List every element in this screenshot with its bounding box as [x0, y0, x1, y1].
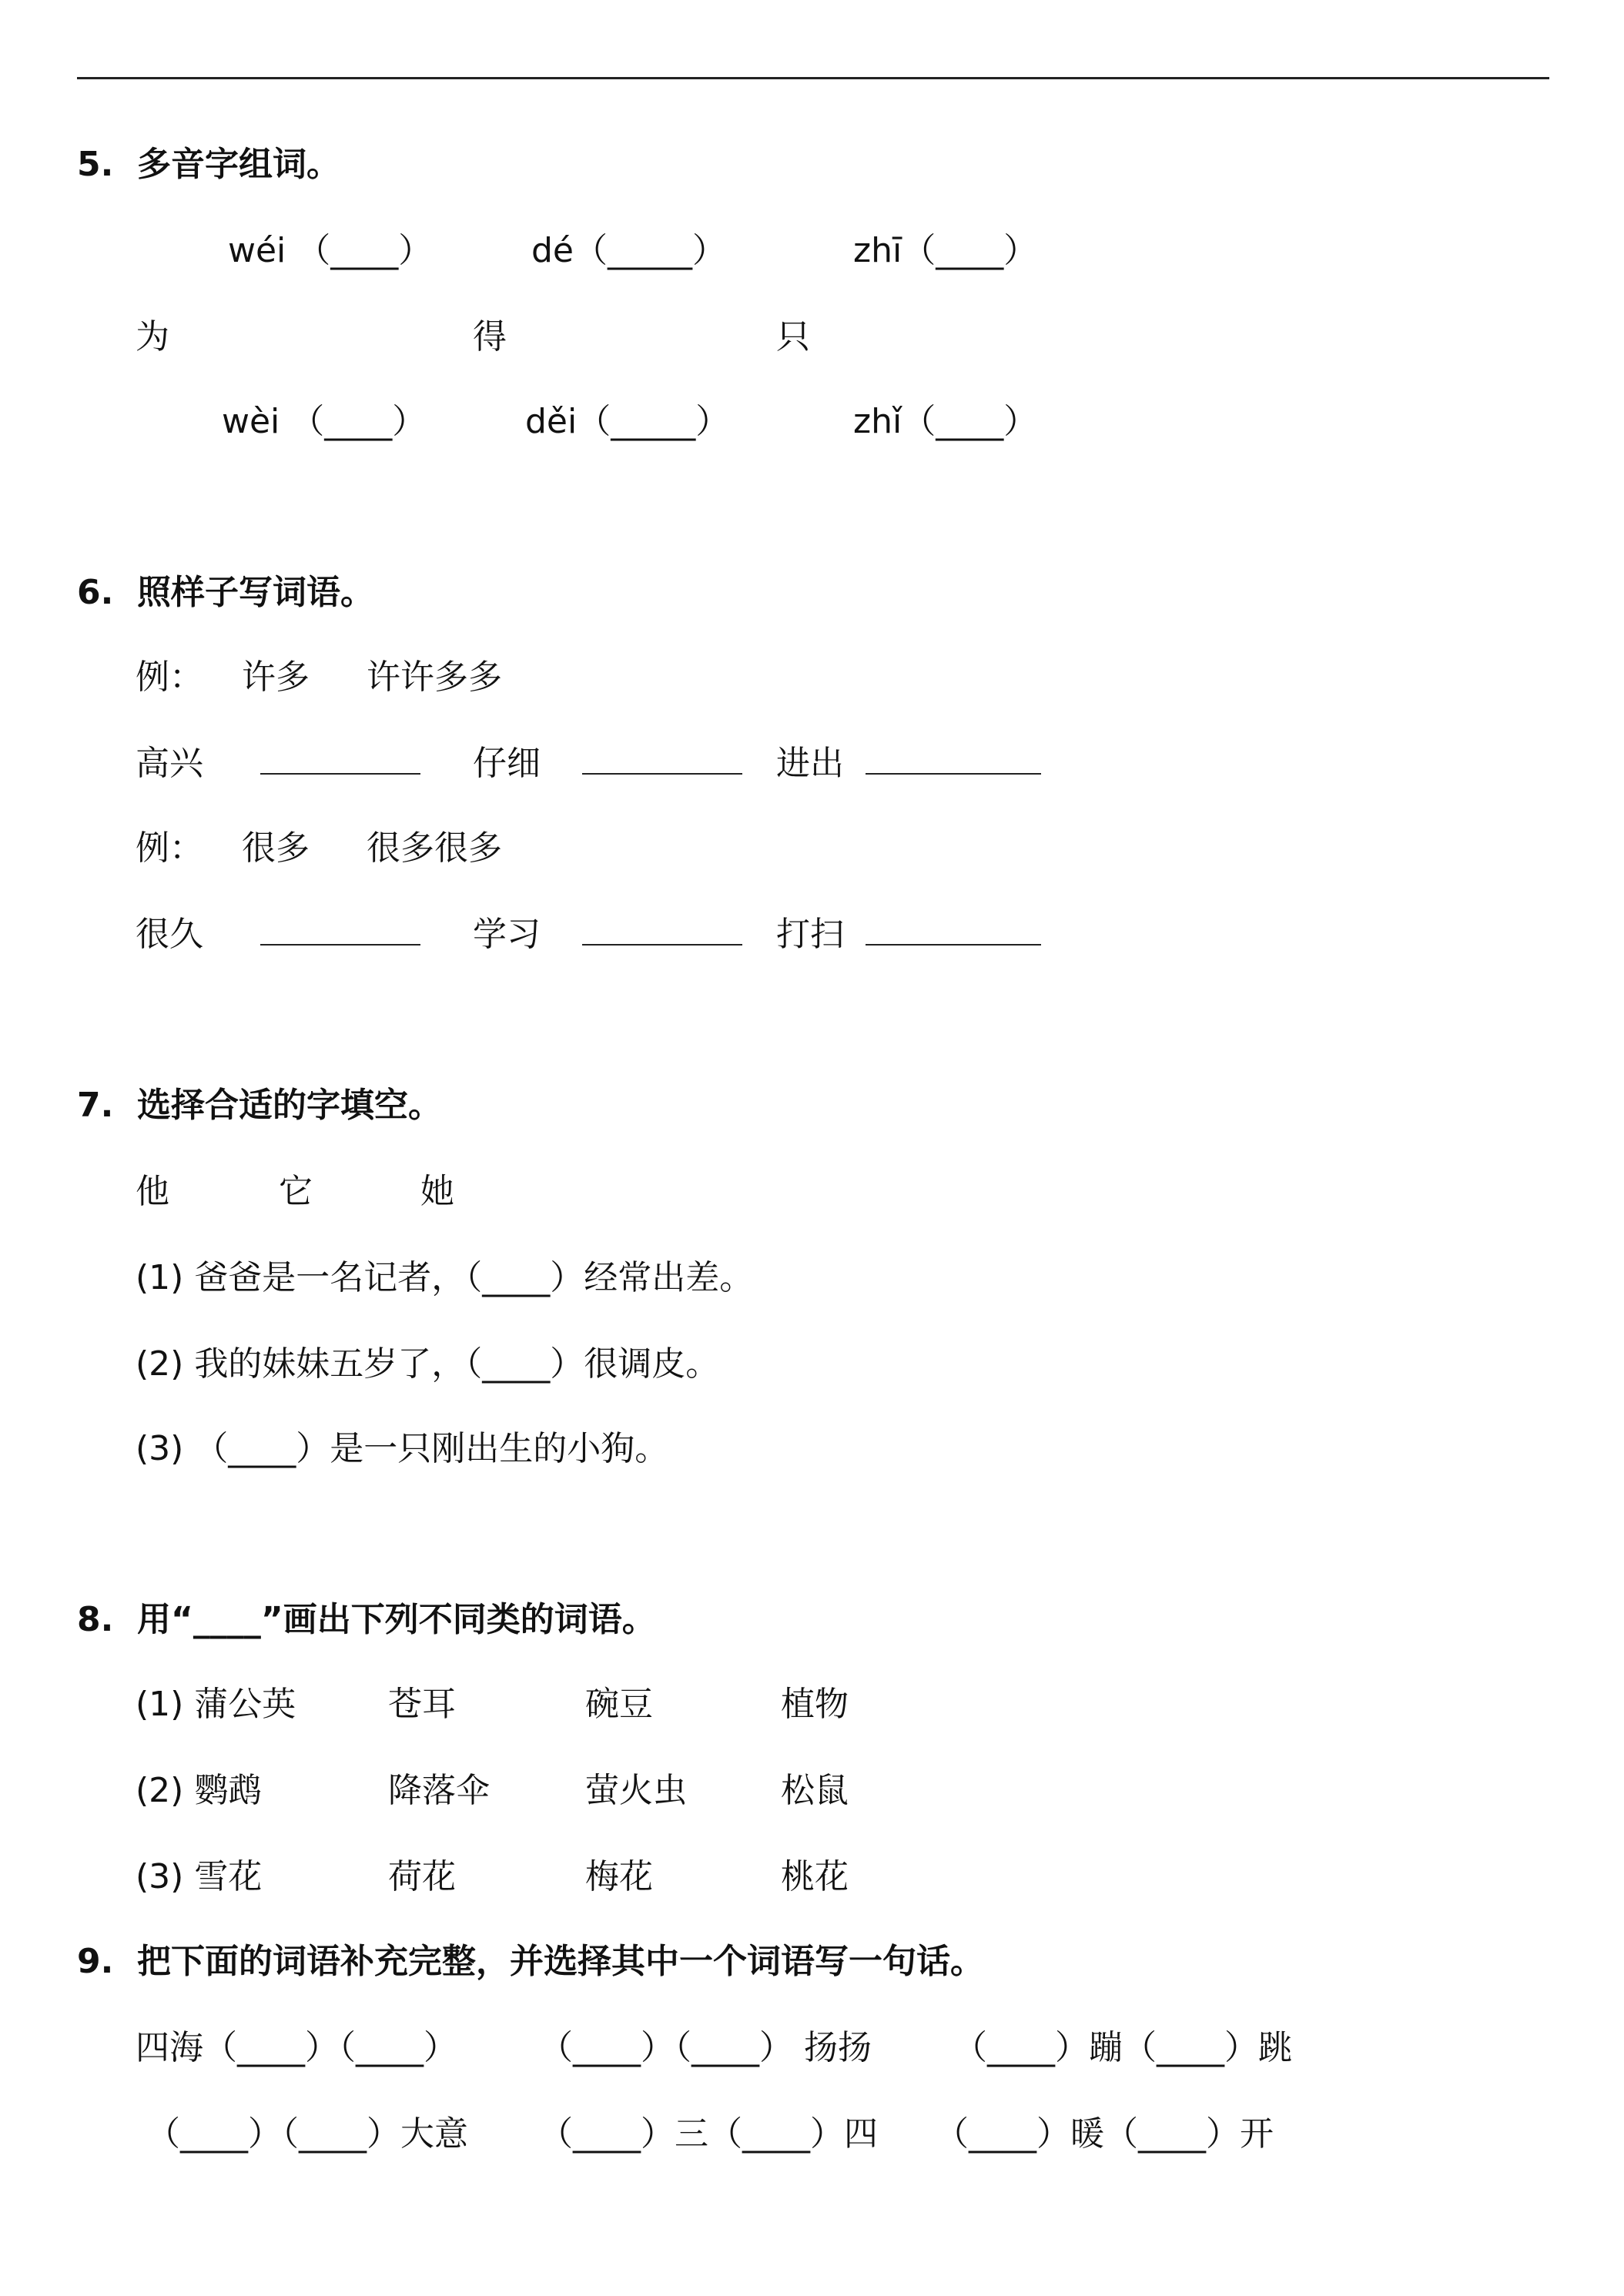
q5-bottom-2: děi（_____） — [525, 402, 730, 441]
q9-row1-item-3: （____）蹦（____）跳 — [953, 2028, 1292, 2067]
q5-top-2: dé（_____） — [531, 231, 726, 270]
q9-row1-item-1: 四海（____）（____） — [136, 2028, 457, 2067]
q6-word-4: 很久 — [136, 915, 203, 954]
q5-char-3: 只 — [776, 317, 810, 356]
q7-option-2: 它 — [279, 1172, 313, 1211]
q6-blank-6[interactable] — [866, 912, 1041, 958]
q6-example-word-1: 许多 — [242, 658, 310, 697]
q8-row2-word-2: 降落伞 — [388, 1771, 490, 1810]
q8-row3-word-4: 桃花 — [781, 1857, 849, 1896]
q5-top-1: wéi （____） — [228, 231, 433, 270]
q8-heading: 8. 用“____”画出下列不同类的词语。 — [77, 1600, 656, 1639]
q6-example-label-1: 例： — [136, 658, 203, 697]
q9-heading: 9. 把下面的词语补充完整，并选择其中一个词语写一句话。 — [77, 1942, 984, 1981]
q5-char-2: 得 — [473, 317, 507, 356]
q6-blank-4[interactable] — [260, 912, 420, 958]
header-rule — [77, 77, 1549, 79]
q8-row1-word-4: 植物 — [781, 1685, 849, 1724]
q5-heading: 5. 多音字组词。 — [77, 145, 340, 184]
q8-row3-word-1: (3) 雪花 — [136, 1857, 263, 1896]
q6-blank-2[interactable] — [582, 741, 742, 787]
q8-row1-word-1: (1) 蒲公英 — [136, 1685, 296, 1724]
q6-example-answer-2: 很多很多 — [367, 828, 502, 868]
q6-example-label-2: 例： — [136, 828, 203, 868]
q7-heading: 7. 选择合适的字填空。 — [77, 1086, 442, 1125]
q9-row1-item-2: （____）（____） 扬扬 — [539, 2028, 872, 2067]
q6-word-1: 高兴 — [136, 744, 203, 783]
q5-char-1: 为 — [136, 317, 169, 356]
q6-blank-5[interactable] — [582, 912, 742, 958]
q6-example-answer-1: 许许多多 — [367, 658, 502, 697]
q9-row2-item-1: （____）（____）大意 — [146, 2114, 468, 2154]
q6-word-2: 仔细 — [473, 744, 541, 783]
q6-example-word-2: 很多 — [242, 828, 310, 868]
q8-row3-word-2: 荷花 — [388, 1857, 456, 1896]
q8-row1-word-3: 碗豆 — [585, 1685, 653, 1724]
q5-bottom-3: zhǐ（____） — [853, 402, 1038, 441]
q7-option-1: 他 — [136, 1172, 169, 1211]
q6-word-3: 进出 — [776, 744, 844, 783]
q7-item-2: (2) 我的妹妹五岁了，（____）很调皮。 — [136, 1344, 720, 1384]
q8-row3-word-3: 梅花 — [585, 1857, 653, 1896]
q6-blank-3[interactable] — [866, 741, 1041, 787]
q7-option-3: 她 — [420, 1172, 454, 1211]
q6-word-5: 学习 — [473, 915, 541, 954]
q7-item-1: (1) 爸爸是一名记者，（____）经常出差。 — [136, 1258, 754, 1297]
q9-row2-item-3: （____）暖（____）开 — [935, 2114, 1274, 2154]
q8-row2-word-1: (2) 鹦鹉 — [136, 1771, 263, 1810]
q8-row2-word-4: 松鼠 — [781, 1771, 849, 1810]
q6-blank-1[interactable] — [260, 741, 420, 787]
q9-row2-item-2: （____）三（____）四 — [539, 2114, 878, 2154]
q5-bottom-1: wèi （____） — [222, 402, 427, 441]
q6-word-6: 打扫 — [776, 915, 844, 954]
q6-heading: 6. 照样子写词语。 — [77, 573, 374, 612]
q5-top-3: zhī（____） — [853, 231, 1038, 270]
q8-row1-word-2: 苍耳 — [388, 1685, 456, 1724]
q7-item-3: (3) （____）是一只刚出生的小狗。 — [136, 1429, 669, 1468]
q8-row2-word-3: 萤火虫 — [585, 1771, 687, 1810]
